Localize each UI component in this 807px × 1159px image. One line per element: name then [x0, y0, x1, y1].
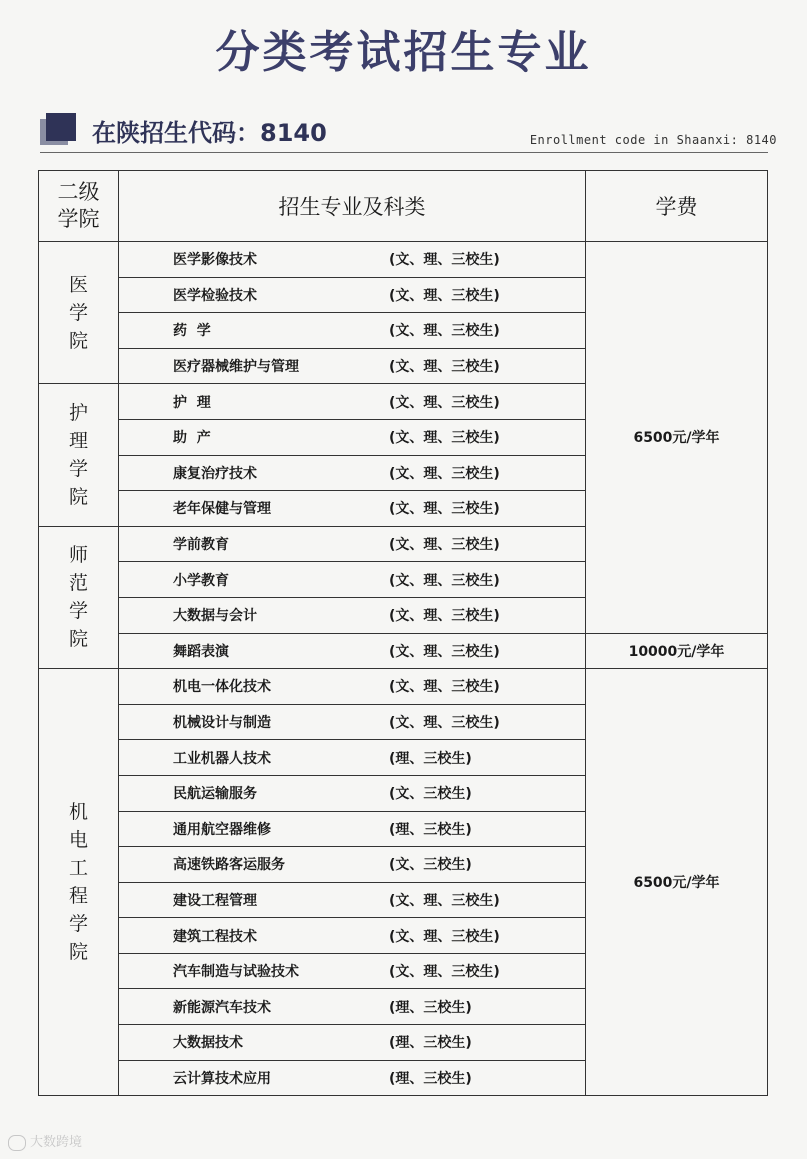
major-name: 新能源汽车技术 — [173, 999, 271, 1016]
major-cell — [119, 811, 586, 847]
majors-table — [38, 170, 768, 1096]
fee-cell: 10000元/学年 — [586, 633, 768, 669]
fee-cell: 6500元/学年 — [586, 669, 768, 1096]
major-cell — [119, 526, 586, 562]
major-name: 机械设计与制造 — [173, 715, 271, 732]
table-row — [39, 669, 768, 705]
major-category: (文、理、三校生) — [389, 394, 500, 411]
major-name: 民航运输服务 — [173, 786, 257, 803]
major-name: 小学教育 — [173, 572, 229, 589]
major-category: (文、理、三校生) — [389, 643, 500, 660]
major-category: (文、理、三校生) — [389, 572, 500, 589]
major-cell — [119, 455, 586, 491]
page-title: 分类考试招生专业 — [215, 27, 592, 78]
major-cell — [119, 597, 586, 633]
major-category: (文、理、三校生) — [389, 679, 500, 696]
major-category: (文、理、三校生) — [389, 928, 500, 945]
major-name: 助 产 — [173, 430, 211, 447]
major-category: (理、三校生) — [389, 750, 472, 767]
major-category: (文、理、三校生) — [389, 359, 500, 376]
enrollment-code-english: Enrollment code in Shaanxi: 8140 — [529, 133, 777, 147]
fee-cell: 6500元/学年 — [586, 242, 768, 634]
major-cell — [119, 1060, 586, 1096]
major-name: 舞蹈表演 — [173, 643, 229, 660]
major-category: (理、三校生) — [389, 821, 472, 838]
major-name: 医学检验技术 — [173, 287, 257, 304]
major-cell — [119, 775, 586, 811]
dept-cell: 护理学院 — [39, 384, 119, 526]
major-category: (文、理、三校生) — [389, 964, 500, 981]
major-cell — [119, 419, 586, 455]
dept-cell: 机电工程学院 — [39, 669, 119, 1096]
dept-cell: 师范学院 — [39, 526, 119, 668]
major-cell — [119, 384, 586, 420]
major-cell — [119, 277, 586, 313]
major-name: 医疗器械维护与管理 — [173, 359, 299, 376]
major-category: (文、理、三校生) — [389, 252, 500, 269]
major-name: 大数据技术 — [173, 1035, 243, 1052]
major-category: (文、理、三校生) — [389, 537, 500, 554]
major-cell — [119, 1025, 586, 1061]
major-cell — [119, 669, 586, 705]
table-header-row — [39, 171, 768, 242]
major-cell — [119, 313, 586, 349]
major-category: (理、三校生) — [389, 999, 472, 1016]
header-dept: 二级学院 — [39, 171, 119, 242]
major-cell — [119, 348, 586, 384]
dept-cell: 医学院 — [39, 242, 119, 384]
major-name: 大数据与会计 — [173, 608, 257, 625]
major-category: (文、理、三校生) — [389, 287, 500, 304]
divider — [40, 152, 768, 153]
major-cell — [119, 740, 586, 776]
major-name: 通用航空器维修 — [173, 821, 271, 838]
major-cell — [119, 847, 586, 883]
major-name: 汽车制造与试验技术 — [173, 964, 299, 981]
header-major: 招生专业及科类 — [119, 171, 586, 242]
major-category: (文、理、三校生) — [389, 715, 500, 732]
major-category: (文、理、三校生) — [389, 323, 500, 340]
header-fee: 学费 — [586, 171, 768, 242]
table-body — [39, 242, 768, 1096]
major-category: (文、三校生) — [389, 786, 472, 803]
major-category: (理、三校生) — [389, 1070, 472, 1087]
square-icon — [40, 113, 76, 145]
major-category: (文、理、三校生) — [389, 501, 500, 518]
major-name: 建筑工程技术 — [173, 928, 257, 945]
major-cell — [119, 989, 586, 1025]
major-name: 机电一体化技术 — [173, 679, 271, 696]
major-category: (文、理、三校生) — [389, 608, 500, 625]
major-cell — [119, 918, 586, 954]
major-name: 老年保健与管理 — [173, 501, 271, 518]
major-name: 建设工程管理 — [173, 892, 257, 909]
major-category: (文、理、三校生) — [389, 430, 500, 447]
major-name: 云计算技术应用 — [173, 1070, 271, 1087]
major-name: 护 理 — [173, 394, 211, 411]
major-name: 高速铁路客运服务 — [173, 857, 285, 874]
major-category: (文、理、三校生) — [389, 465, 500, 482]
major-name: 药 学 — [173, 323, 211, 340]
major-name: 学前教育 — [173, 537, 229, 554]
table-row — [39, 242, 768, 278]
major-name: 医学影像技术 — [173, 252, 257, 269]
major-cell — [119, 633, 586, 669]
major-cell — [119, 704, 586, 740]
major-cell — [119, 562, 586, 598]
major-cell — [119, 882, 586, 918]
major-cell — [119, 953, 586, 989]
major-category: (理、三校生) — [389, 1035, 472, 1052]
major-name: 工业机器人技术 — [173, 750, 271, 767]
watermark: 大数跨境 — [8, 1131, 82, 1151]
enrollment-code-label: 在陕招生代码：8140 — [92, 119, 327, 147]
major-cell — [119, 491, 586, 527]
table-row — [39, 633, 768, 669]
watermark-logo-icon — [8, 1135, 26, 1151]
major-name: 康复治疗技术 — [173, 465, 257, 482]
major-cell — [119, 242, 586, 278]
major-category: (文、三校生) — [389, 857, 472, 874]
major-category: (文、理、三校生) — [389, 892, 500, 909]
